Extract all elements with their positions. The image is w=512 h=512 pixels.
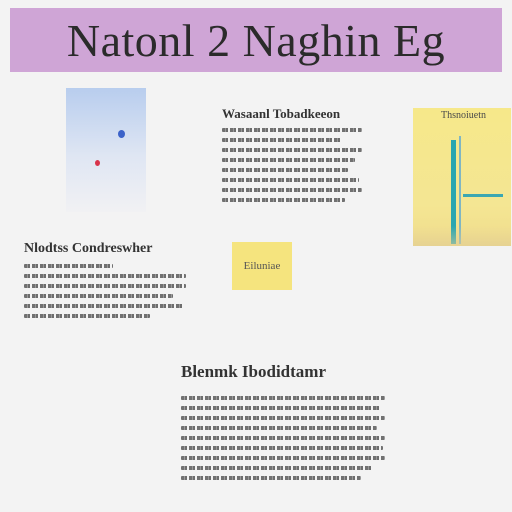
yellow-image-label: Thsnoiuetn (441, 110, 486, 121)
section-heading-top: Wasaanl Tobadkeeon (222, 106, 341, 121)
red-dot-icon (95, 160, 100, 166)
sticky-note (232, 242, 292, 290)
text-block-bottom (181, 396, 385, 486)
teal-horizontal-bar-icon (463, 194, 503, 197)
section-heading-bottom: Blenmk Ibodidtamr (181, 362, 326, 381)
text-block-left (24, 264, 186, 324)
blue-dot-icon (118, 130, 125, 138)
page-header (10, 8, 502, 72)
sticky-note-text: Eiluniae (243, 260, 281, 272)
section-heading-left: Nlodtss Condreswher (24, 241, 153, 256)
yellow-image (413, 108, 511, 246)
page-title: Natonl 2 Naghin Eg (66, 14, 446, 66)
text-block-top (222, 128, 362, 208)
sky-image (66, 88, 146, 212)
